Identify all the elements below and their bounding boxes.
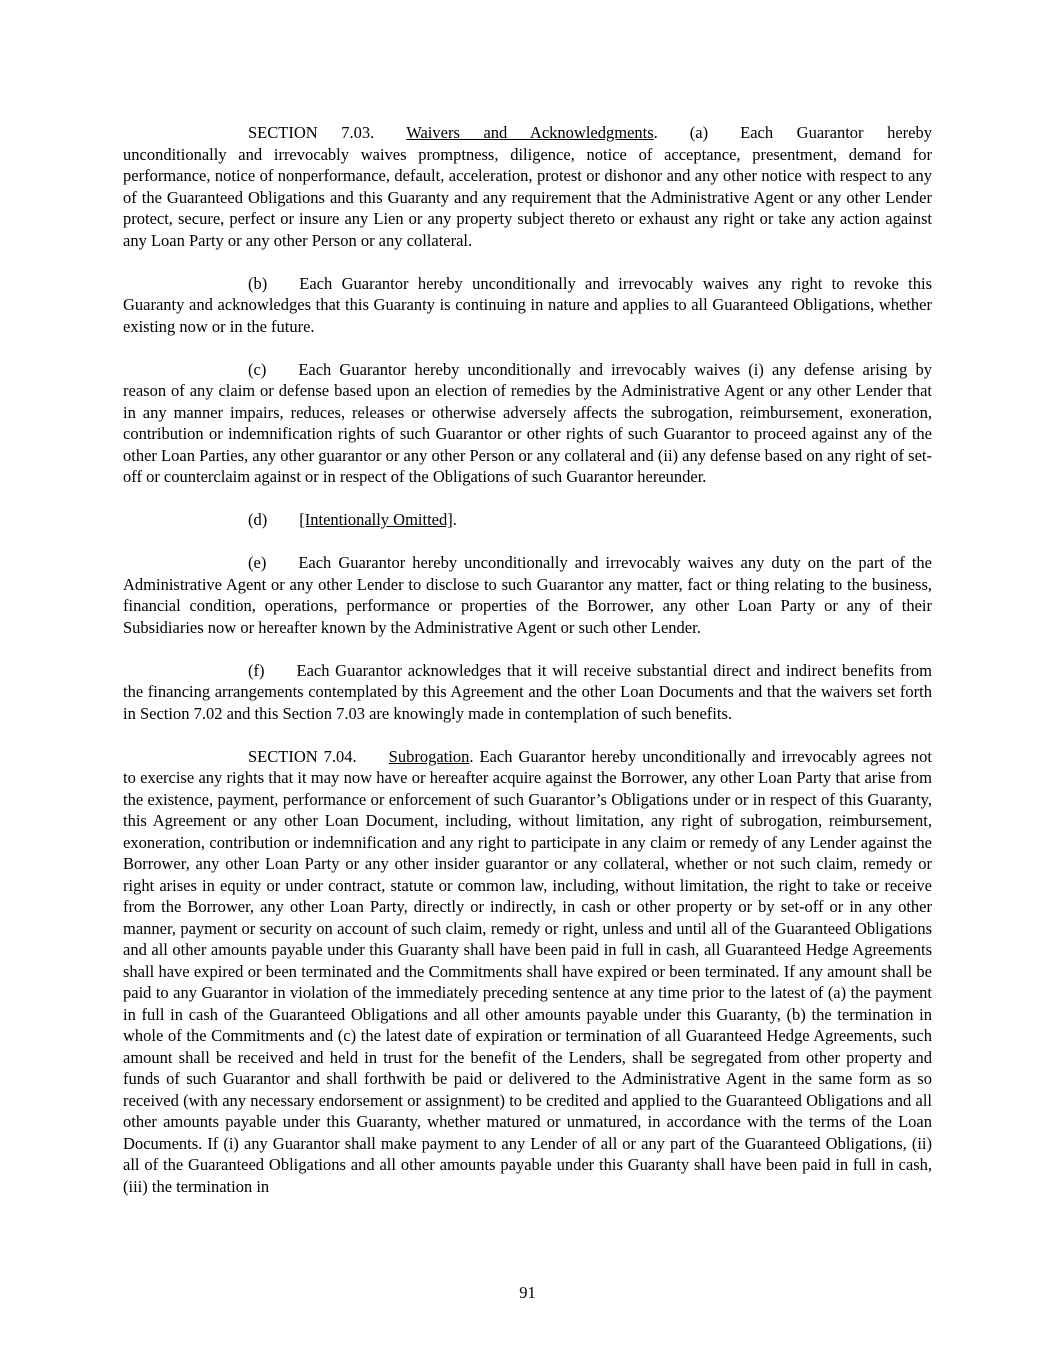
text-run: Each Guarantor hereby unconditionally and irrevocably waives promptness, diligence, notice of acceptance, presentment, demand for performance, notice of nonperformance, default, acceleration, protest or dishonor and any other notice with respect to any of the Guaranteed Obligations and this Guaranty and any requirement that the Administrative Agent or any other Lender protect, secure, perfect or insure any Lien or any property subject thereto or exhaust any right or take any action against any Loan Party or any other Person or any collateral. [123,123,932,250]
text-run: SECTION 7.04. [248,746,357,766]
text-run: Each Guarantor hereby unconditionally and irrevocably waives (i) any defense arising by reason of any claim or defense based upon an election of remedies by the Administrative Agent or any other Lender that in any manner impairs, reduces, releases or otherwise adversely affects the subrogation, reimbursement, exoneration, contribution or indemnification rights of such Guarantor or other rights of such Guarantor to proceed against any of the other Loan Parties, any other guarantor or any other Person or any collateral and (ii) any defense based on any right of set-off or counterclaim against or in respect of the Obligations of such Guarantor hereunder. [123,359,932,486]
text-run: Each Guarantor acknowledges that it will receive substantial direct and indirect benefits from the financing arrangements contemplated by this Agreement and the other Loan Documents and that the waivers set forth in Section 7.02 and this Section 7.03 are knowingly made in contemplation of such benefits. [123,660,932,723]
paragraph [123,552,932,638]
text-run: (c) [248,359,267,379]
paragraph [123,273,932,338]
text-run: (e) [248,553,267,572]
text-run: Each Guarantor hereby unconditionally and irrevocably waives any right to revoke this Guaranty and acknowledges that this Guaranty is continuing in nature and applies to all Guaranteed Obligations, whether existing now or in the future. [123,273,932,336]
text-run: Each Guarantor hereby unconditionally and irrevocably waives any duty on the part of the Administrative Agent or any other Lender to disclose to such Guarantor any matter, fact or thing relating to the business, financial condition, operations, performance or properties of the Borrower, any other Loan Party or any of their Subsidiaries now or hereafter known by the Administrative Agent or such other Lender. [123,553,932,637]
paragraph [123,359,932,488]
text-run: (a) [689,123,709,142]
paragraph [123,746,932,1198]
document-body [123,122,932,1197]
paragraph [123,509,932,531]
text-run: . [653,123,658,142]
underlined-text-run: Waivers and Acknowledgments [406,123,654,142]
page-number: 91 [519,1282,536,1302]
text-run: . Each Guarantor hereby unconditionally and irrevocably agrees not to exercise any rights that it may now have or hereafter acquire against the Borrower, any other Loan Party that arise from the existence, payment, performance or enforcement of such Guarantor’s Obligations under or in respect of this Guaranty, this Agreement or any other Loan Document, including, without limitation, any right of subrogation, reimbursement, exoneration, contribution or indemnification and any right to participate in any claim or remedy of any Lender against the Borrower, any other Loan Party or any other insider guarantor or any collateral, whether or not such claim, remedy or right arises in equity or under contract, statute or common law, including, without limitation, the right to take or receive from the Borrower, any other Loan Party, directly or indirectly, in cash or other property or by set-off or in any other manner, payment or security on account of such claim, remedy or right, unless and until all of the Guaranteed Obligations and all other amounts payable under this Guaranty shall have been paid in full in cash, all Guaranteed Hedge Agreements shall have expired or been terminated and the Commitments shall have expired or been terminated. If any amount shall be paid to any Guarantor in violation of the immediately preceding sentence at any time prior to the latest of (a) the payment in full in cash of the Guaranteed Obligations and all other amounts payable under this Guaranty, (b) the termination in whole of the Commitments and (c) the latest date of expiration or termination of all Guaranteed Hedge Agreements, such amount shall be received and held in trust for the benefit of the Lenders, shall be segregated from other property and funds of such Guarantor and shall forthwith be paid or delivered to the Administrative Agent in the same form as so received (with any necessary endorsement or assignment) to be credited and applied to the Guaranteed Obligations and all other amounts payable under this Guaranty, whether matured or unmatured, in accordance with the terms of the Loan Documents. If (i) any Guarantor shall make payment to any Lender of all or any part of the Guaranteed Obligations, (ii) all of the Guaranteed Obligations and all other amounts payable under this Guaranty shall have been paid in full in cash, (iii) the termination in [123,746,932,1196]
paragraph [123,122,932,251]
underlined-text-run: [Intentionally Omitted] [299,510,453,529]
text-run: SECTION 7.03. [248,123,375,142]
text-run: . [452,510,457,529]
paragraph [123,660,932,725]
underlined-text-run: Subrogation [388,746,470,766]
text-run: (f) [248,660,265,680]
text-run: (d) [248,510,268,529]
text-run: (b) [248,273,268,293]
